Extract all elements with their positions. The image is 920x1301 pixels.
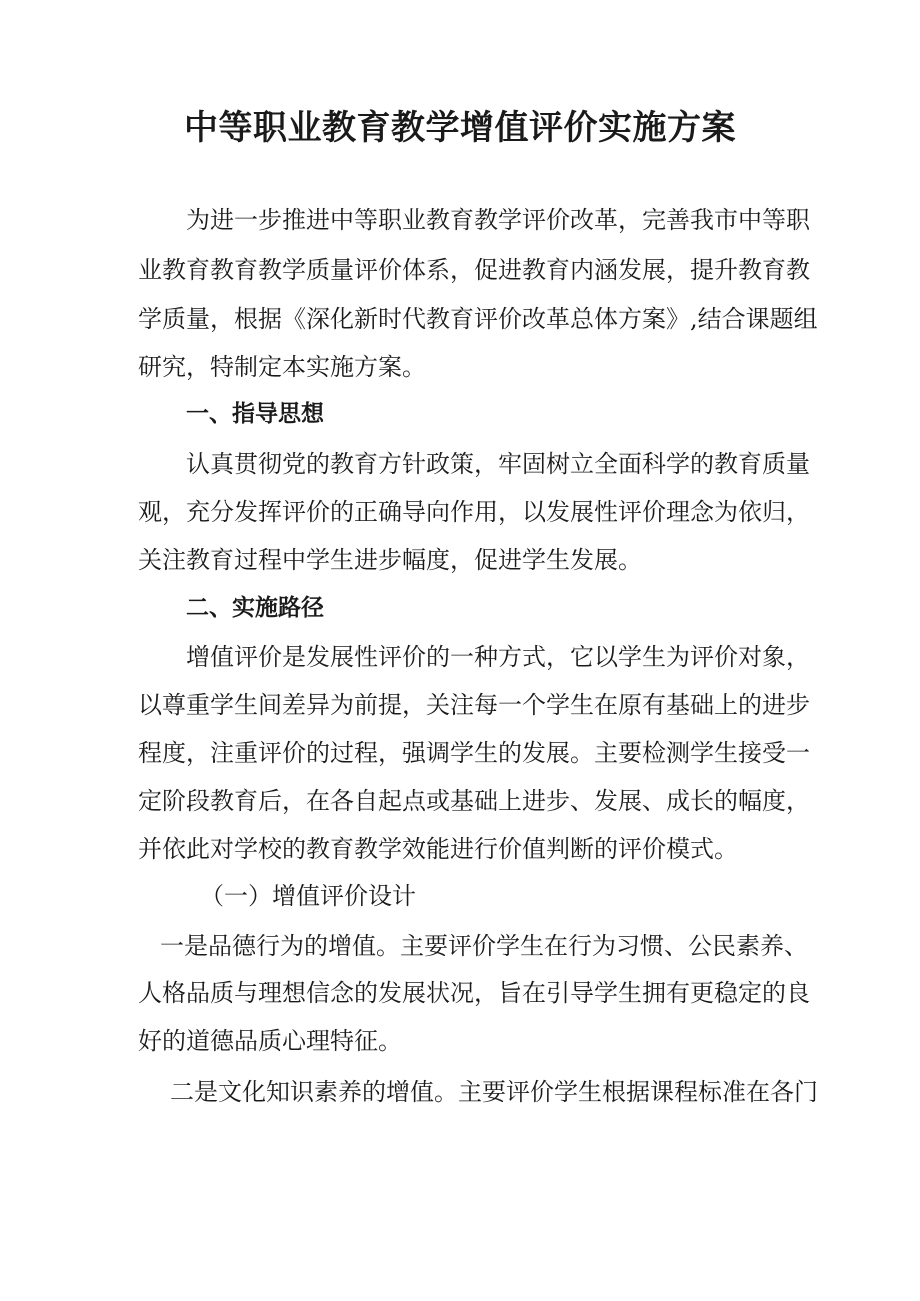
item2-line-1: 二是文化知识素养的增值。主要评价学生根据课程标准在各门 [170,1078,818,1106]
document-title: 中等职业教育教学增值评价实施方案 [184,108,736,148]
section2-line-3: 程度，注重评价的过程，强调学生的发展。主要检测学生接受一 [138,739,810,767]
subsection-heading-value-added-design: （一）增值评价设计 [200,882,416,910]
item1-line-3: 好的道德品质心理特征。 [138,1027,402,1055]
section2-line-4: 定阶段教育后，在各自起点或基础上进步、发展、成长的幅度， [138,787,810,815]
intro-line-4: 研究，特制定本实施方案。 [138,353,426,381]
intro-line-3: 学质量，根据《深化新时代教育评价改革总体方案》,结合课题组 [138,305,818,333]
section1-line-3: 关注教育过程中学生进步幅度，促进学生发展。 [138,546,642,574]
section-heading-guiding-ideology: 一、指导思想 [186,401,324,427]
intro-line-2: 业教育教育教学质量评价体系，促进教育内涵发展，提升教育教 [138,256,810,284]
section2-line-2: 以尊重学生间差异为前提，关注每一个学生在原有基础上的进步 [138,691,810,719]
section1-line-1: 认真贯彻党的教育方针政策，牢固树立全面科学的教育质量 [186,450,810,478]
intro-line-1: 为进一步推进中等职业教育教学评价改革，完善我市中等职 [186,206,810,234]
section2-line-1: 增值评价是发展性评价的一种方式，它以学生为评价对象， [186,643,810,671]
item1-line-1: 一是品德行为的增值。主要评价学生在行为习惯、公民素养、 [160,932,808,960]
section2-line-5: 并依此对学校的教育教学效能进行价值判断的评价模式。 [138,835,738,863]
item1-line-2: 人格品质与理想信念的发展状况，旨在引导学生拥有更稳定的良 [138,979,810,1007]
section-heading-implementation-path: 二、实施路径 [186,595,324,621]
section1-line-2: 观，充分发挥评价的正确导向作用，以发展性评价理念为依归， [138,498,810,526]
